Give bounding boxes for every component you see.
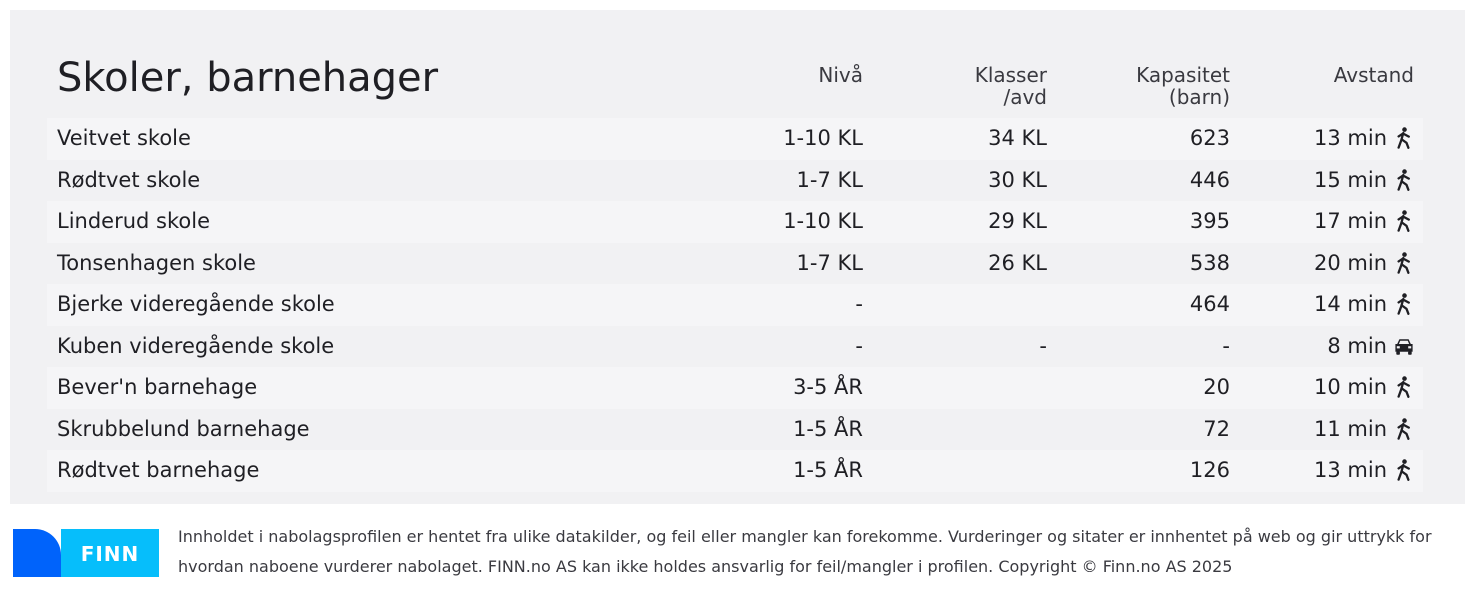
school-distance-value: 17 min	[1314, 209, 1387, 233]
school-capacity: 395	[1189, 209, 1230, 233]
car-icon	[1394, 330, 1414, 352]
finn-logo	[13, 529, 159, 577]
school-capacity: 446	[1189, 167, 1230, 192]
table-row	[47, 409, 1423, 451]
walk-icon	[1394, 413, 1414, 435]
school-name: Bjerke videregående skole	[57, 292, 335, 316]
column-header-capacity	[1060, 64, 1230, 108]
school-level: 1-10 KL	[783, 209, 863, 233]
school-distance	[1250, 326, 1414, 368]
table-row	[47, 243, 1423, 285]
school-capacity: 623	[1189, 126, 1230, 150]
column-header-classes-line2: /avd	[1003, 85, 1047, 109]
school-level: -	[855, 333, 863, 358]
school-name: Rødtvet skole	[57, 167, 201, 192]
school-classes: 30 KL	[988, 167, 1047, 192]
walk-icon	[1394, 122, 1414, 144]
column-header-distance-label: Avstand	[1333, 63, 1414, 87]
table-row	[47, 450, 1423, 492]
school-distance	[1250, 284, 1414, 326]
school-capacity: 72	[1203, 416, 1230, 441]
school-name: Tonsenhagen skole	[57, 250, 256, 275]
column-header-capacity-line1: Kapasitet	[1136, 63, 1230, 87]
school-level: 3-5 ÅR	[793, 375, 863, 399]
table-row	[47, 118, 1423, 160]
walk-icon	[1394, 288, 1414, 310]
school-level: 1-7 KL	[796, 167, 863, 192]
school-distance	[1250, 409, 1414, 451]
school-distance	[1250, 450, 1414, 492]
table-row	[47, 284, 1423, 326]
column-header-classes-line1: Klasser	[974, 63, 1047, 87]
school-distance-value: 15 min	[1314, 167, 1387, 192]
school-distance-value: 13 min	[1314, 126, 1387, 150]
footer-disclaimer: Innholdet i nabolagsprofilen er hentet fra ulike datakilder, og feil eller mangler kan forekomme. Vurderinger og sitater er innhentet på web og gir uttrykk for hvordan naboene vurderer nabolaget. FINN.no AS kan ikke holdes ansvarlig for feil/mangler i profilen. Copyright © Finn.no AS 2025	[178, 527, 1432, 576]
column-header-classes	[900, 64, 1047, 108]
school-name: Skrubbelund barnehage	[57, 416, 310, 441]
table-row	[47, 201, 1423, 243]
column-header-level-label: Nivå	[818, 63, 863, 87]
school-distance-value: 20 min	[1314, 250, 1387, 275]
school-name: Rødtvet barnehage	[57, 458, 260, 482]
school-capacity: 538	[1189, 250, 1230, 275]
column-header-distance	[1250, 64, 1414, 86]
school-name: Linderud skole	[57, 209, 210, 233]
school-distance-value: 13 min	[1314, 458, 1387, 482]
school-capacity: 464	[1189, 292, 1230, 316]
school-distance	[1250, 160, 1414, 202]
school-classes: -	[1039, 333, 1047, 358]
table-row	[47, 367, 1423, 409]
school-distance	[1250, 367, 1414, 409]
school-name: Kuben videregående skole	[57, 333, 335, 358]
school-distance-value: 8 min	[1327, 333, 1387, 358]
school-distance	[1250, 243, 1414, 285]
table-row	[47, 160, 1423, 202]
school-capacity: 20	[1203, 375, 1230, 399]
walk-icon	[1394, 164, 1414, 186]
column-header-level	[700, 64, 863, 86]
school-distance	[1250, 118, 1414, 160]
school-distance-value: 10 min	[1314, 375, 1387, 399]
section-title: Skoler, barnehager	[57, 55, 439, 101]
school-level: 1-5 ÅR	[793, 458, 863, 482]
school-capacity: -	[1222, 333, 1230, 358]
table-row	[47, 326, 1423, 368]
school-name: Bever'n barnehage	[57, 375, 258, 399]
schools-table	[47, 118, 1423, 492]
walk-icon	[1394, 247, 1414, 269]
walk-icon	[1394, 371, 1414, 393]
school-classes: 29 KL	[988, 209, 1047, 233]
finn-logo-mark	[13, 529, 61, 577]
walk-icon	[1394, 454, 1414, 476]
school-distance	[1250, 201, 1414, 243]
school-distance-value: 14 min	[1314, 292, 1387, 316]
school-level: 1-10 KL	[783, 126, 863, 150]
column-header-capacity-line2: (barn)	[1168, 85, 1230, 109]
walk-icon	[1394, 205, 1414, 227]
school-name: Veitvet skole	[57, 126, 191, 150]
school-capacity: 126	[1189, 458, 1230, 482]
finn-logo-text: FINN	[80, 542, 140, 566]
school-distance-value: 11 min	[1314, 416, 1387, 441]
school-classes: 26 KL	[988, 250, 1047, 275]
school-level: -	[855, 292, 863, 316]
school-level: 1-7 KL	[796, 250, 863, 275]
school-classes: 34 KL	[988, 126, 1047, 150]
school-level: 1-5 ÅR	[793, 416, 863, 441]
